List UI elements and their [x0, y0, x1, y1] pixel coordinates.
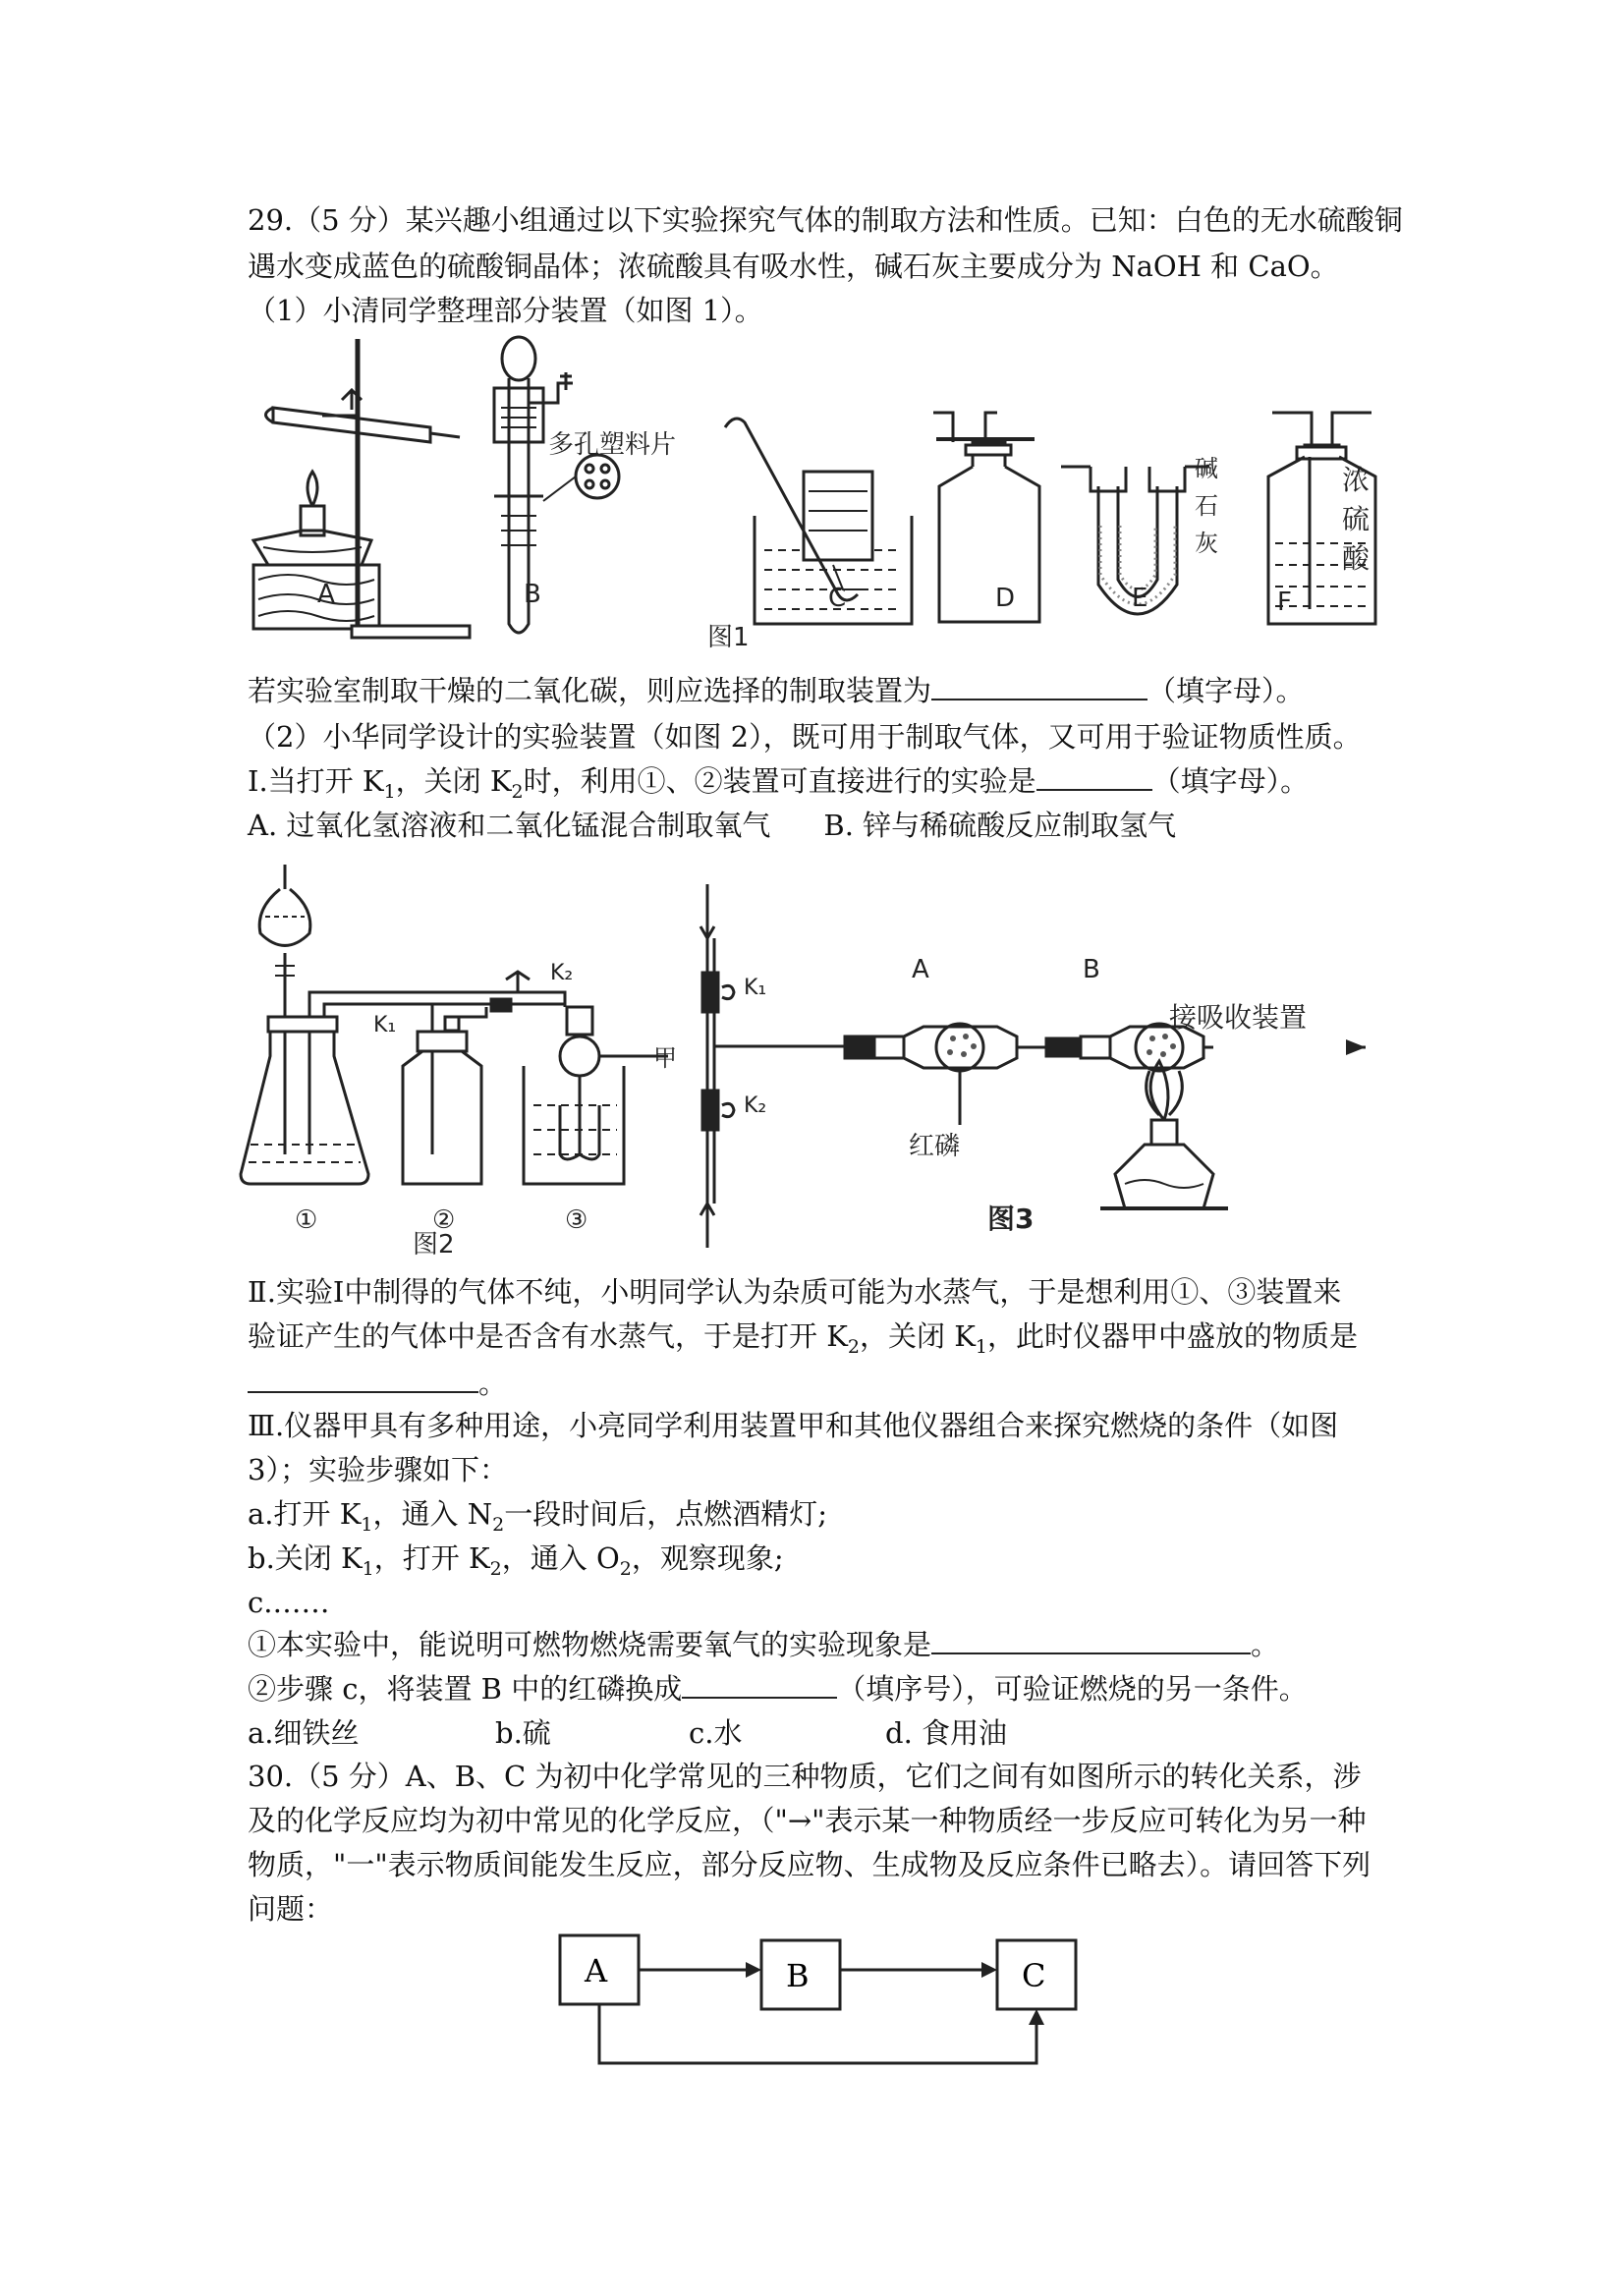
- q29-sub2: ②步骤 c，将装置 B 中的红磷换成 （填序号），可验证燃烧的另一条件。: [248, 1672, 1308, 1706]
- answer-blank-4[interactable]: [931, 1627, 1251, 1654]
- figure-3: [683, 879, 1371, 1248]
- fig1-soda-1: 碱: [1195, 455, 1218, 482]
- fig1-caption: 图1: [707, 623, 750, 652]
- q29-sub1: ①本实验中，能说明可燃物燃烧需要氧气的实验现象是 。: [248, 1628, 1280, 1661]
- box-a-label: A: [585, 1952, 608, 1989]
- q29-step-b: b.关闭 $K_1$，打开 $K_2$，通入 $O_2$，观察现象;: [248, 1541, 784, 1580]
- q29-intro-line1: 29.（5 分）某兴趣小组通过以下实验探究气体的制取方法和性质。已知：白色的无水硫酸铜: [248, 203, 1403, 237]
- q29-II-line2: 验证产生的气体中是否含有水蒸气，于是打开 $K_2$，关闭 $K_1$，此时仪器甲中盛放的物质是: [248, 1319, 1358, 1358]
- fig1-label-e: E: [1132, 584, 1148, 613]
- answer-blank-3[interactable]: [248, 1366, 478, 1393]
- fig1-label-d: D: [995, 584, 1016, 613]
- fig2-k2-label: K₂: [550, 961, 574, 985]
- fig1-porous-label: 多孔塑料片: [548, 430, 677, 460]
- q29-intro-line2: 遇水变成蓝色的硫酸铜晶体；浓硫酸具有吸水性，碱石灰主要成分为 NaOH 和 CaO。: [248, 250, 1339, 283]
- answer-blank-1[interactable]: [931, 673, 1147, 700]
- fig3-k1-label: K₁: [744, 976, 767, 1000]
- figure-2: [241, 860, 677, 1260]
- q29-I: Ⅰ.当打开 $K_1$，关闭 $K_2$时，利用①、②装置可直接进行的实验是 （填字母）。: [248, 764, 1310, 803]
- fig1-acid-2: 硫: [1342, 503, 1371, 535]
- fig2-caption: 图2: [413, 1230, 455, 1260]
- box-b-label: B: [786, 1957, 810, 1994]
- fig2-jia-label: 甲: [653, 1044, 677, 1072]
- answer-blank-2[interactable]: [1036, 763, 1152, 791]
- fig3-label-b: B: [1083, 955, 1100, 984]
- figure-1: [244, 329, 1403, 668]
- q30-line2: 及的化学反应均为初中常见的化学反应，（"→"表示某一种物质经一步反应可转化为另一种: [248, 1804, 1367, 1837]
- fig2-num-3: ③: [565, 1205, 588, 1235]
- fig3-caption: 图3: [987, 1203, 1035, 1235]
- q29-step-a: a.打开 $K_1$，通入 $N_2$一段时间后，点燃酒精灯;: [248, 1497, 827, 1536]
- fig3-red-p-label: 红磷: [909, 1132, 961, 1161]
- fig1-label-c: C: [828, 584, 847, 613]
- fig1-label-f: F: [1277, 588, 1292, 617]
- q29-part1: （1）小清同学整理部分装置（如图 1）。: [248, 294, 763, 327]
- q30-line3: 物质，"一"表示物质间能发生反应，部分反应物、生成物及反应条件已略去）。请回答下列: [248, 1848, 1371, 1881]
- fig1-acid-1: 浓: [1342, 464, 1371, 496]
- fig3-label-a: A: [912, 955, 929, 984]
- q29-part2: （2）小华同学设计的实验装置（如图 2），既可用于制取气体，又可用于验证物质性质。: [248, 720, 1362, 754]
- fig1-label-a: A: [317, 580, 335, 609]
- q30-line4: 问题：: [248, 1892, 334, 1926]
- answer-blank-5[interactable]: [682, 1671, 837, 1699]
- q29-II-line3: 。: [248, 1366, 507, 1401]
- q29-step-c: c.……: [248, 1586, 330, 1619]
- fig1-soda-3: 灰: [1195, 530, 1218, 557]
- q30-line1: 30.（5 分）A、B、C 为初中化学常见的三种物质，它们之间有如图所示的转化关系，涉: [248, 1760, 1362, 1793]
- q29-options: A. 过氧化氢溶液和二氧化锰混合制取氧气 B. 锌与稀硫酸反应制取氢气: [248, 809, 1177, 842]
- q29-II-line1: Ⅱ.实验Ⅰ中制得的气体不纯，小明同学认为杂质可能为水蒸气，于是想利用①、③装置来: [248, 1275, 1342, 1309]
- fig3-absorb-label: 接吸收装置: [1169, 1001, 1308, 1034]
- fig2-num-2: ②: [432, 1205, 456, 1235]
- q29-q1: 若实验室制取干燥的二氧化碳，则应选择的制取装置为 （填字母）。: [248, 674, 1305, 707]
- q29-III-line2: 3）；实验步骤如下：: [248, 1453, 508, 1486]
- q29-final-options: a.细铁丝 b.硫 c.水 d. 食用油: [248, 1716, 1008, 1750]
- fig1-acid-3: 酸: [1342, 542, 1371, 575]
- fig2-k1-label: K₁: [373, 1013, 397, 1037]
- box-c-label: C: [1022, 1957, 1046, 1994]
- fig1-label-b: B: [524, 580, 541, 609]
- q29-III-line1: Ⅲ.仪器甲具有多种用途，小亮同学利用装置甲和其他仪器组合来探究燃烧的条件（如图: [248, 1409, 1339, 1442]
- fig2-num-1: ①: [295, 1205, 318, 1235]
- fig3-k2-label: K₂: [744, 1093, 767, 1118]
- q30-diagram: [550, 1926, 1100, 2078]
- fig1-soda-2: 石: [1195, 492, 1218, 520]
